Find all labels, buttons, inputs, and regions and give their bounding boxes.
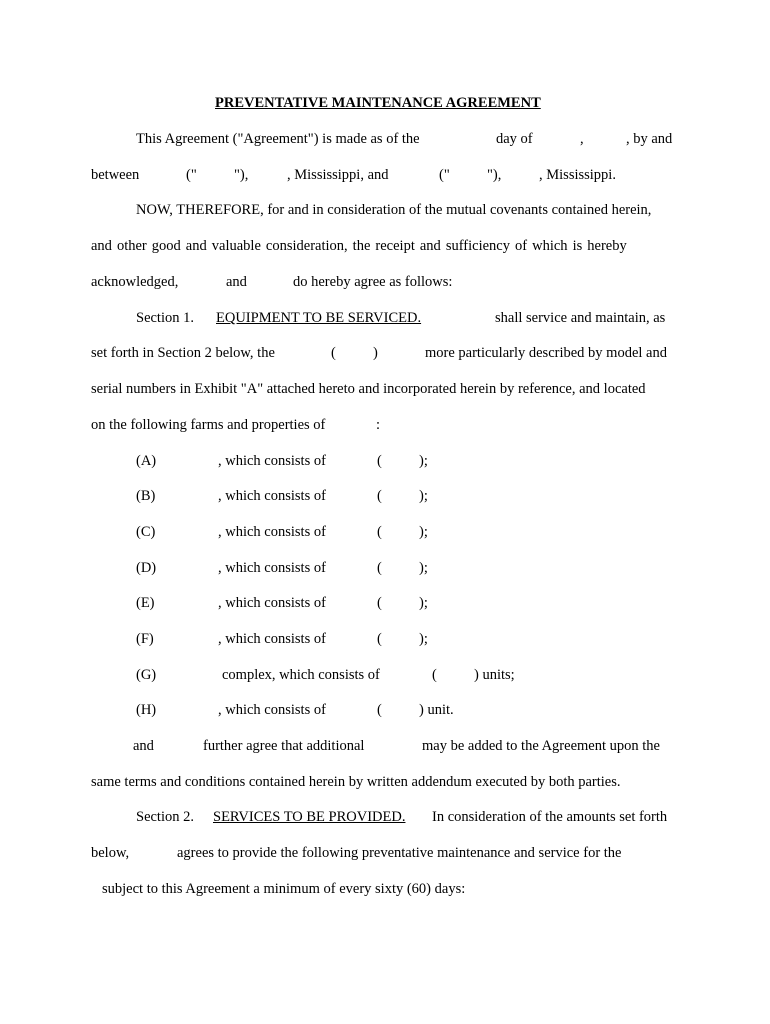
section1-line4-a: on the following farms and properties of (91, 417, 326, 433)
list-item-open: ( (377, 453, 382, 469)
section1-line1-rest: shall service and maintain, as (495, 310, 666, 326)
list-item-open: ( (377, 631, 382, 647)
list-item-close: ); (419, 524, 428, 540)
list-item-text: , which consists of (218, 702, 326, 718)
section2-line1-rest: In consideration of the amounts set forth (432, 809, 668, 825)
additional-line1-b: further agree that additional (203, 738, 365, 754)
intro-line2-f: "), (487, 167, 502, 183)
list-item-open: ( (377, 702, 382, 718)
list-item-letter: (E) (136, 595, 155, 611)
list-item-close: ); (419, 631, 428, 647)
additional-line1-a: and (133, 738, 154, 754)
additional-line1-c: may be added to the Agreement upon the (422, 738, 660, 754)
now-line1: NOW, THEREFORE, for and in consideration of the mutual covenants contained herein, (136, 202, 652, 218)
section1-line4-b: : (376, 417, 381, 433)
list-item-close: ); (419, 488, 428, 504)
intro-line1-d: , by and (626, 131, 673, 147)
list-item-close: ); (419, 560, 428, 576)
list-item-text: complex, which consists of (222, 667, 380, 683)
list-item-open: ( (377, 560, 382, 576)
list-item-open: ( (377, 524, 382, 540)
list-item-text: , which consists of (218, 453, 326, 469)
section2-line2-a: below, (91, 845, 130, 861)
intro-line2-b: (" (186, 167, 197, 183)
now-line3-c: do hereby agree as follows: (293, 274, 453, 290)
list-item-letter: (G) (136, 667, 157, 683)
list-item-text: , which consists of (218, 631, 326, 647)
list-item-text: , which consists of (218, 560, 326, 576)
intro-line1-a: This Agreement ("Agreement") is made as of the (136, 131, 420, 147)
section1-label: Section 1. (136, 310, 194, 326)
intro-line2-e: (" (439, 167, 450, 183)
section1-line3: serial numbers in Exhibit "A" attached hereto and incorporated herein by reference, and located (91, 381, 646, 397)
section1-line2-a: set forth in Section 2 below, the (91, 345, 275, 361)
list-item-open: ( (432, 667, 437, 683)
document-title: PREVENTATIVE MAINTENANCE AGREEMENT (215, 95, 541, 111)
intro-line2-d: , Mississippi, and (287, 167, 389, 183)
intro-line1-c: , (580, 131, 584, 147)
list-item-open: ( (377, 595, 382, 611)
list-item-open: ( (377, 488, 382, 504)
section1-line2-c: ) (373, 345, 378, 361)
section2-line3: subject to this Agreement a minimum of every sixty (60) days: (102, 881, 466, 897)
section2-heading: SERVICES TO BE PROVIDED. (213, 809, 406, 825)
section1-heading: EQUIPMENT TO BE SERVICED. (216, 310, 422, 326)
intro-line2-c: "), (234, 167, 249, 183)
list-item-text: , which consists of (218, 524, 326, 540)
list-item-close: ); (419, 595, 428, 611)
list-item-close: ) unit. (419, 702, 454, 718)
intro-line1-b: day of (496, 131, 533, 147)
section2-line2-b: agrees to provide the following preventative maintenance and service for the (177, 845, 622, 861)
list-item-letter: (F) (136, 631, 154, 647)
list-item-letter: (H) (136, 702, 157, 718)
section2-label: Section 2. (136, 809, 194, 825)
list-item-text: , which consists of (218, 595, 326, 611)
list-item-letter: (D) (136, 560, 157, 576)
intro-line2-a: between (91, 167, 140, 183)
now-line3-b: and (226, 274, 247, 290)
list-item-letter: (A) (136, 453, 157, 469)
list-item-close: ) units; (474, 667, 515, 683)
now-line2: and other good and valuable consideration, the receipt and sufficiency of which is hereby (91, 238, 627, 254)
list-item-text: , which consists of (218, 488, 326, 504)
section1-line2-b: ( (331, 345, 336, 361)
intro-line2-g: , Mississippi. (539, 167, 616, 183)
now-line3-a: acknowledged, (91, 274, 179, 290)
list-item-letter: (C) (136, 524, 156, 540)
list-item-close: ); (419, 453, 428, 469)
additional-line2: same terms and conditions contained herein by written addendum executed by both parties. (91, 774, 621, 790)
section1-line2-d: more particularly described by model and (425, 345, 667, 361)
list-item-letter: (B) (136, 488, 156, 504)
